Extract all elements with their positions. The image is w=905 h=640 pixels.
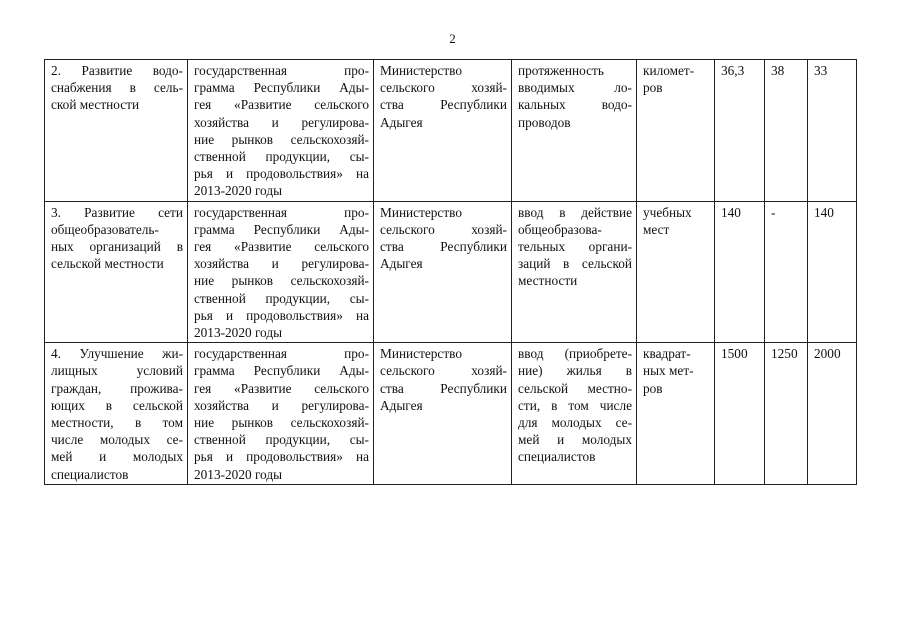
cell-text-line: грамма Республики Ады- [194, 221, 369, 237]
cell-text-line: 2013-2020 годы [194, 466, 283, 482]
cell-text-line: ственной продукции, сы- [194, 290, 369, 306]
direction-cell [45, 201, 188, 343]
direction-cell [45, 60, 188, 202]
cell-text-line: ввод (приобрете- [518, 346, 632, 362]
value-2019-cell: 1500 [715, 343, 765, 485]
cell-text-line: сельского хозяй- [380, 363, 507, 379]
unit-cell [637, 201, 715, 343]
unit-cell [637, 60, 715, 202]
cell-text-line: Министерство [380, 63, 462, 78]
cell-text-line: сельского хозяй- [380, 221, 507, 237]
cell-text-line: общеобразова- [518, 221, 602, 237]
cell-text-line: специалистов [51, 466, 129, 482]
cell-text-line: километ- [643, 63, 695, 78]
cell-text-line: ров [643, 80, 663, 96]
cell-text-line: хозяйства и регулирова- [194, 397, 369, 413]
cell-text-line: Адыгея [380, 256, 423, 272]
cell-text-line: учебных [643, 204, 692, 220]
value-2019-cell: 36,3 [715, 60, 765, 202]
table-row [45, 343, 857, 485]
cell-text-line: Адыгея [380, 114, 423, 130]
value-2020-cell: 1250 [765, 343, 808, 485]
cell-text-line: снабжения в сель- [51, 80, 183, 96]
cell-text-line: сельской местности [51, 256, 164, 272]
cell-text-line: Адыгея [380, 397, 423, 413]
cell-text-line: общеобразователь- [51, 221, 159, 237]
cell-text-line: специалистов [518, 449, 596, 465]
cell-text-line: ние) жилья в [518, 363, 632, 379]
cell-text-line: числе молодых се- [51, 432, 183, 448]
cell-text-line: кальных водо- [518, 97, 632, 113]
value-2021-cell: 33 [808, 60, 857, 202]
executor-cell [374, 343, 512, 485]
cell-text-line: заций в сельской [518, 256, 632, 272]
cell-text-line: рья и продовольствия» на [194, 307, 369, 323]
value-2021-cell: 140 [808, 201, 857, 343]
cell-text-line: государственная про- [194, 346, 369, 362]
cell-text-line: гея «Развитие сельского [194, 380, 369, 396]
program-cell [188, 60, 374, 202]
cell-text-line: государственная про- [194, 63, 369, 78]
cell-text-line: местности [518, 273, 578, 289]
cell-text-line: Министерство [380, 346, 462, 362]
cell-text-line: ственной продукции, сы- [194, 149, 369, 165]
cell-text-line: гея «Развитие сельского [194, 97, 369, 113]
cell-text-line: сельской местно- [518, 380, 632, 396]
cell-text-line: 3. Развитие сети [51, 204, 183, 220]
cell-text-line: ние рынков сельскохозяй- [194, 415, 369, 431]
value-2020-cell: - [765, 201, 808, 343]
cell-text-line: 2013-2020 годы [194, 325, 283, 341]
cell-text-line: 4. Улучшение жи- [51, 346, 183, 362]
cell-text-line: ние рынков сельскохозяй- [194, 273, 369, 289]
cell-text-line: лищных условий [51, 363, 183, 379]
cell-text-line: хозяйства и регулирова- [194, 114, 369, 130]
indicator-cell [512, 343, 637, 485]
cell-text-line: граждан, прожива- [51, 380, 183, 396]
cell-text-line: ввод в действие [518, 204, 632, 220]
cell-text-line: вводимых ло- [518, 80, 632, 96]
cell-text-line: ние рынков сельскохозяй- [194, 131, 369, 147]
cell-text-line: грамма Республики Ады- [194, 363, 369, 379]
cell-text-line: рья и продовольствия» на [194, 166, 369, 182]
cell-text-line: мей и молодых [51, 449, 183, 465]
cell-text-line: хозяйства и регулирова- [194, 256, 369, 272]
table-row [45, 201, 857, 343]
cell-text-line: протяженность [518, 63, 604, 78]
cell-text-line: ской местности [51, 97, 140, 113]
cell-text-line: сельского хозяй- [380, 80, 507, 96]
cell-text-line: ственной продукции, сы- [194, 432, 369, 448]
table-row [45, 60, 857, 202]
cell-text-line: ров [643, 380, 663, 396]
cell-text-line: гея «Развитие сельского [194, 239, 369, 255]
program-table [44, 59, 857, 485]
unit-cell [637, 343, 715, 485]
executor-cell [374, 60, 512, 202]
cell-text-line: грамма Республики Ады- [194, 80, 369, 96]
cell-text-line: Министерство [380, 204, 462, 220]
cell-text-line: ющих в сельской [51, 397, 183, 413]
value-2021-cell: 2000 [808, 343, 857, 485]
cell-text-line: мест [643, 221, 670, 237]
cell-text-line: государственная про- [194, 204, 369, 220]
indicator-cell [512, 201, 637, 343]
cell-text-line: ства Республики [380, 97, 507, 113]
direction-cell [45, 343, 188, 485]
cell-text-line: 2013-2020 годы [194, 183, 283, 199]
cell-text-line: рья и продовольствия» на [194, 449, 369, 465]
cell-text-line: ных мет- [643, 363, 694, 379]
value-2019-cell: 140 [715, 201, 765, 343]
program-cell [188, 201, 374, 343]
program-cell [188, 343, 374, 485]
cell-text-line: ства Республики [380, 380, 507, 396]
cell-text-line: сти, в том числе [518, 397, 632, 413]
cell-text-line: для молодых се- [518, 415, 632, 431]
value-2020-cell: 38 [765, 60, 808, 202]
executor-cell [374, 201, 512, 343]
cell-text-line: мей и молодых [518, 432, 632, 448]
page-number: 2 [449, 31, 456, 46]
cell-text-line: 2. Развитие водо- [51, 63, 183, 78]
cell-text-line: проводов [518, 114, 571, 130]
cell-text-line: местности, в том [51, 415, 183, 431]
cell-text-line: квадрат- [643, 346, 691, 362]
indicator-cell [512, 60, 637, 202]
cell-text-line: ных организаций в [51, 239, 183, 255]
cell-text-line: ства Республики [380, 239, 507, 255]
cell-text-line: тельных органи- [518, 239, 632, 255]
